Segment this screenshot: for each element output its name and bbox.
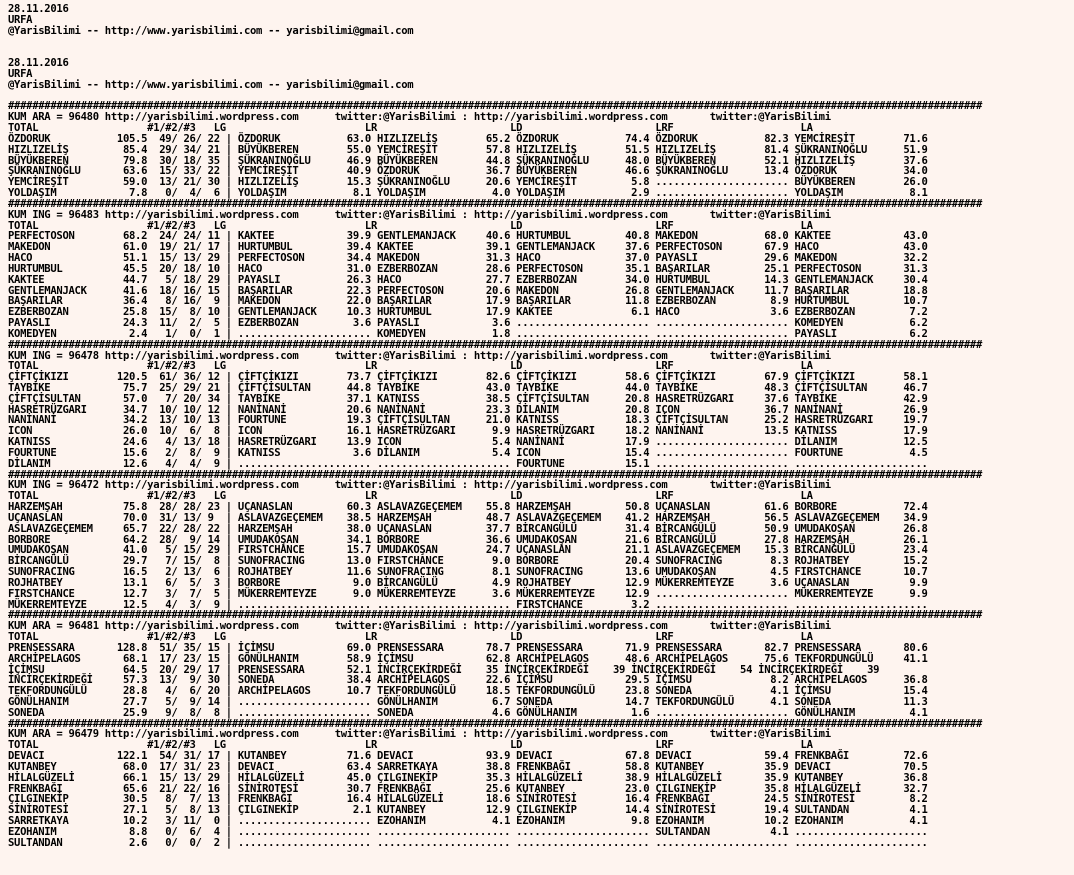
column-header-row: TOTAL #1/#2/#3 LG LR LD LRF LA bbox=[8, 739, 813, 752]
result-row: KAKTEE 44.7 5/ 18/ 29 | PAYASLI 26.3 HACO 27.7 EZBERBOZAN 34.0 HURTUMBUL 14.3 GENTLEMANJACK 30.4 bbox=[8, 273, 928, 286]
result-row: ÇİFTÇİKIZI 120.5 61/ 36/ 12 | ÇİFTÇİKIZI 73.7 ÇİFTÇİKIZI 82.6 ÇİFTÇİKIZI 58.6 ÇİFTÇİKIZI 67.9 ÇİFTÇİKIZI 58.1 bbox=[8, 371, 928, 384]
result-row: SONEDA 25.9 9/ 8/ 8 | ...................... SONEDA 4.6 GÖNÜLHANIM 1.6 ...................... GÖNÜLHANIM 4.1 bbox=[8, 706, 928, 719]
result-row: FIRSTCHANCE 12.7 3/ 7/ 5 | MÜKERREMTEYZE 9.0 MÜKERREMTEYZE 3.6 MÜKERREMTEYZE 12.9 ...................... MÜKERREMTEYZE 9.9 bbox=[8, 587, 928, 600]
column-header-row: TOTAL #1/#2/#3 LG LR LD LRF LA bbox=[8, 631, 813, 644]
result-row: BİRCANGÜLÜ 29.7 7/ 15/ 8 | SUNOFRACING 13.0 FIRSTCHANCE 9.0 BORBORE 20.4 SUNOFRACING 8.3 ROJHATBEY 15.2 bbox=[8, 555, 928, 568]
result-row: DİLANIM 12.6 4/ 4/ 9 | ...................... ...................... FOURTUNE 15.1 ...................... ...................... bbox=[8, 457, 928, 470]
result-row: KOMEDYEN 2.4 1/ 0/ 1 | ...................... KOMEDYEN 1.8 ...................... ...................... PAYASLI 6.2 bbox=[8, 327, 928, 340]
result-row: HASRETRÜZGARI 34.7 10/ 10/ 12 | NANİNANİ 20.6 NANİNANİ 23.3 DİLANIM 20.8 ICON 36.7 NANİNANİ 26.9 bbox=[8, 403, 928, 416]
result-row: FOURTUNE 15.6 2/ 8/ 9 | KATNISS 3.6 DİLANIM 5.4 ICON 15.4 ...................... FOURTUNE 4.5 bbox=[8, 446, 928, 459]
section-separator: ################################################################################################################################################################# bbox=[8, 609, 983, 622]
race-header: KUM ING = 96478 http://yarisbilimi.wordpress.com twitter:@YarisBilimi : http://yarisbilimi.wordpress.com twitter:@YarisBilimi bbox=[8, 349, 831, 362]
race-header: KUM ING = 96483 http://yarisbilimi.wordpress.com twitter:@YarisBilimi : http://yarisbilimi.wordpress.com twitter:@YarisBilimi bbox=[8, 208, 831, 221]
result-row: EZOHANIM 8.8 0/ 6/ 4 | ...................... ...................... ...................... SULTANDAN 4.1 ...................... bbox=[8, 825, 928, 838]
result-row: UMUDAKOŞAN 41.0 5/ 15/ 29 | FIRSTCHANCE 15.7 UMUDAKOŞAN 24.7 UÇANASLAN 21.1 ASLAVAZGEÇEMEM 15.3 BİRCANGÜLÜ 23.4 bbox=[8, 544, 928, 557]
result-row: TEKFORDUNGÜLÜ 28.8 4/ 6/ 20 | ARCHİPELAGOS 10.7 TEKFORDUNGÜLÜ 18.5 TEKFORDUNGÜLÜ 23.8 SONEDA 4.1 İÇİMSU 15.4 bbox=[8, 685, 928, 698]
result-row: UÇANASLAN 70.0 31/ 13/ 9 | ASLAVAZGEÇEMEM 38.5 HARZEMŞAH 48.7 ASLAVAZGEÇEMEM 41.2 HARZEMŞAH 56.5 ASLAVAZGEÇEMEM 34.9 bbox=[8, 511, 928, 524]
section-separator: ################################################################################################################################################################# bbox=[8, 717, 983, 730]
result-row: SİNİROTESİ 27.1 5/ 8/ 13 | ÇILGINEKİP 2.1 KUTANBEY 12.9 ÇILGINEKİP 14.4 SİNİROTESİ 19.4 SULTANDAN 4.1 bbox=[8, 804, 928, 817]
result-row: FRENKBAĞI 65.6 21/ 22/ 16 | SİNİROTESİ 30.7 FRENKBAĞI 25.6 KUTANBEY 23.0 ÇILGINEKİP 35.8 HİLALGÜZELİ 32.7 bbox=[8, 782, 928, 795]
result-row: SULTANDAN 2.6 0/ 0/ 2 | ...................... ...................... ...................... ...................... ...................... bbox=[8, 836, 928, 849]
column-header-row: TOTAL #1/#2/#3 LG LR LD LRF LA bbox=[8, 360, 813, 373]
column-header-row: TOTAL #1/#2/#3 LG LR LD LRF LA bbox=[8, 122, 813, 135]
result-row: ASLAVAZGEÇEMEM 65.7 22/ 28/ 22 | HARZEMŞAH 38.0 UÇANASLAN 37.7 BİRCANGÜLÜ 31.4 BİRCANGÜLÜ 50.9 UMUDAKOŞAN 26.8 bbox=[8, 522, 928, 535]
text-line: URFA bbox=[8, 13, 33, 26]
result-row: YEMCİREŞİT 59.0 13/ 21/ 30 | HIZLIZELİŞ 15.3 ŞÜKRANINOĞLU 20.6 YEMCİREŞİT 5.8 ...................... BÜYÜKBEREN 26.0 bbox=[8, 176, 928, 189]
result-row: HURTUMBUL 45.5 20/ 18/ 10 | HACO 31.0 EZBERBOZAN 28.6 PERFECTOSON 35.1 BAŞARILAR 25.1 PERFECTOSON 31.3 bbox=[8, 262, 928, 275]
text-line: 28.11.2016 bbox=[8, 57, 69, 70]
result-row: İÇİMSU 64.5 20/ 29/ 17 | PRENSESSARA 52.1 İNCİRÇEKİRDEĞİ 35 İNCİRÇEKİRDEĞİ 39 İNCİRÇEKİRDEĞİ 54 İNCİRÇEKİRDEĞİ 39 bbox=[8, 663, 880, 676]
result-row: BÜYÜKBEREN 79.8 30/ 18/ 35 | ŞÜKRANINOĞLU 46.9 BÜYÜKBEREN 44.8 ŞÜKRANINOĞLU 48.0 BÜYÜKBEREN 52.1 HIZLIZELİŞ 37.6 bbox=[8, 154, 928, 167]
section-separator: ################################################################################################################################################################# bbox=[8, 197, 983, 210]
result-row: YOLDAŞIM 7.8 0/ 4/ 6 | YOLDAŞIM 8.1 YOLDAŞIM 4.0 YOLDAŞIM 2.9 ...................... YOLDAŞIM 8.1 bbox=[8, 187, 928, 200]
race-header: KUM ARA = 96481 http://yarisbilimi.wordpress.com twitter:@YarisBilimi : http://yarisbilimi.wordpress.com twitter:@YarisBilimi bbox=[8, 620, 831, 633]
result-row: BORBORE 64.2 28/ 9/ 14 | UMUDAKOŞAN 34.1 BORBORE 36.6 UMUDAKOŞAN 21.6 BİRCANGÜLÜ 27.8 HARZEMŞAH 26.1 bbox=[8, 533, 928, 546]
result-row: KUTANBEY 68.0 17/ 31/ 23 | DEVACI 63.4 SARRETKAYA 38.8 FRENKBAĞI 58.8 KUTANBEY 35.9 DEVACI 70.5 bbox=[8, 760, 928, 773]
section-separator: ################################################################################################################################################################# bbox=[8, 468, 983, 481]
blank-line bbox=[8, 36, 1074, 47]
result-row: PAYASLI 24.3 11/ 2/ 5 | EZBERBOZAN 3.6 PAYASLI 3.6 ...................... ...................... KOMEDYEN 6.2 bbox=[8, 317, 928, 330]
result-row: HİLALGÜZELİ 66.1 15/ 13/ 29 | HİLALGÜZELİ 45.0 ÇILGINEKİP 35.3 HİLALGÜZELİ 38.9 HİLALGÜZELİ 35.9 KUTANBEY 36.8 bbox=[8, 771, 928, 784]
section-separator: ################################################################################################################################################################# bbox=[8, 100, 983, 113]
result-row: ŞÜKRANINOĞLU 63.6 15/ 33/ 22 | YEMCİREŞİT 40.9 ÖZDORUK 36.7 BÜYÜKBEREN 46.6 ŞÜKRANINOĞLU 13.4 ÖZDORUK 34.0 bbox=[8, 165, 928, 178]
result-row: ÇİFTÇİSULTAN 57.0 7/ 20/ 34 | TAYBİKE 37.1 KATNISS 38.5 ÇİFTÇİSULTAN 20.8 HASRETRÜZGARI 37.6 TAYBİKE 42.9 bbox=[8, 392, 928, 405]
result-row: MÜKERREMTEYZE 12.5 4/ 3/ 9 | ...................... ...................... FIRSTCHANCE 3.2 ...................... ...................... bbox=[8, 598, 928, 611]
race-header: KUM ING = 96472 http://yarisbilimi.wordpress.com twitter:@YarisBilimi : http://yarisbilimi.wordpress.com twitter:@YarisBilimi bbox=[8, 479, 831, 492]
result-row: GENTLEMANJACK 41.6 18/ 16/ 15 | BAŞARILAR 22.3 PERFECTOSON 20.6 MAKEDON 26.8 GENTLEMANJACK 11.7 BAŞARILAR 18.8 bbox=[8, 284, 928, 297]
column-header-row: TOTAL #1/#2/#3 LG LR LD LRF LA bbox=[8, 219, 813, 232]
result-row: ROJHATBEY 13.1 6/ 5/ 3 | BORBORE 9.0 BİRCANGÜLÜ 4.9 ROJHATBEY 12.9 MÜKERREMTEYZE 3.6 UÇANASLAN 9.9 bbox=[8, 576, 928, 589]
result-row: MAKEDON 61.0 19/ 21/ 17 | HURTUMBUL 39.4 KAKTEE 39.1 GENTLEMANJACK 37.6 PERFECTOSON 67.9 HACO 43.0 bbox=[8, 241, 928, 254]
column-header-row: TOTAL #1/#2/#3 LG LR LD LRF LA bbox=[8, 490, 813, 503]
text-line: 28.11.2016 bbox=[8, 3, 69, 15]
result-row: HARZEMŞAH 75.8 28/ 28/ 23 | UÇANASLAN 60.3 ASLAVAZGEÇEMEM 55.8 HARZEMŞAH 50.8 UÇANASLAN 61.6 BORBORE 72.4 bbox=[8, 501, 928, 514]
result-row: GÖNÜLHANIM 27.7 5/ 9/ 14 | ...................... GÖNÜLHANIM 6.7 SONEDA 14.7 TEKFORDUNGÜLÜ 4.1 SONEDA 11.3 bbox=[8, 696, 928, 708]
result-row: İNCİRÇEKİRDEĞİ 57.3 13/ 9/ 30 | SONEDA 38.4 ARCHİPELAGOS 22.6 İÇİMSU 29.5 İÇİMSU 8.2 ARCHİPELAGOS 36.8 bbox=[8, 674, 928, 687]
result-row: EZBERBOZAN 25.8 15/ 8/ 10 | GENTLEMANJACK 10.3 HURTUMBUL 17.9 KAKTEE 6.1 HACO 3.6 EZBERBOZAN 7.2 bbox=[8, 306, 928, 319]
result-row: HIZLIZELİŞ 85.4 29/ 34/ 21 | BÜYÜKBEREN 55.0 YEMCİREŞİT 57.8 HIZLIZELİŞ 51.5 HIZLIZELİŞ 81.4 ŞÜKRANINOĞLU 51.9 bbox=[8, 143, 928, 156]
section-separator: ################################################################################################################################################################# bbox=[8, 338, 983, 351]
result-row: ICON 26.0 10/ 6/ 8 | ICON 16.1 HASRETRÜZGARI 9.9 HASRETRÜZGARI 18.2 NANİNANİ 13.5 KATNISS 17.9 bbox=[8, 425, 928, 438]
result-row: BAŞARILAR 36.4 8/ 16/ 9 | MAKEDON 22.0 BAŞARILAR 17.9 BAŞARILAR 11.8 EZBERBOZAN 8.9 HURTUMBUL 10.7 bbox=[8, 295, 928, 308]
result-row: TAYBİKE 75.7 25/ 29/ 21 | ÇİFTÇİSULTAN 44.8 TAYBİKE 43.0 TAYBİKE 44.0 TAYBİKE 48.3 ÇİFTÇİSULTAN 46.7 bbox=[8, 381, 928, 394]
result-row: NANİNANİ 34.2 13/ 10/ 13 | FOURTUNE 19.3 ÇİFTÇİSULTAN 21.0 KATNISS 18.3 ÇİFTÇİSULTAN 25.2 HASRETRÜZGARI 19.7 bbox=[8, 414, 928, 427]
result-row: PERFECTOSON 68.2 24/ 24/ 11 | KAKTEE 39.9 GENTLEMANJACK 40.6 HURTUMBUL 40.8 MAKEDON 68.0 KAKTEE 43.0 bbox=[8, 230, 928, 243]
result-row: KATNISS 24.6 4/ 13/ 18 | HASRETRÜZGARI 13.9 ICON 5.4 NANİNANİ 17.9 ...................... DİLANIM 12.5 bbox=[8, 436, 928, 449]
result-row: SARRETKAYA 10.2 3/ 11/ 0 | ...................... EZOHANIM 4.1 EZOHANIM 9.8 EZOHANIM 10.2 EZOHANIM 4.1 bbox=[8, 815, 928, 828]
race-header: KUM ARA = 96480 http://yarisbilimi.wordpress.com twitter:@YarisBilimi : http://yarisbilimi.wordpress.com twitter:@YarisBilimi bbox=[8, 111, 831, 124]
text-line: @YarisBilimi -- http://www.yarisbilimi.com -- yarisbilimi@gmail.com bbox=[8, 24, 414, 37]
result-row: ÇILGINEKİP 30.5 8/ 7/ 13 | FRENKBAĞI 16.4 HİLALGÜZELİ 18.6 SİNİROTESİ 16.4 FRENKBAĞI 24.5 SİNİROTESİ 8.2 bbox=[8, 793, 928, 806]
race-header: KUM ARA = 96479 http://yarisbilimi.wordpress.com twitter:@YarisBilimi : http://yarisbilimi.wordpress.com twitter:@YarisBilimi bbox=[8, 728, 831, 741]
result-row: DEVACI 122.1 54/ 31/ 17 | KUTANBEY 71.6 DEVACI 93.9 DEVACI 67.8 DEVACI 59.4 FRENKBAĞI 72.6 bbox=[8, 750, 928, 763]
text-line: @YarisBilimi -- http://www.yarisbilimi.com -- yarisbilimi@gmail.com bbox=[8, 78, 414, 91]
result-row: ARCHİPELAGOS 68.1 17/ 23/ 15 | GÖNÜLHANIM 58.9 İÇİMSU 62.8 ARCHİPELAGOS 48.6 ARCHİPELAGOS 75.6 TEKFORDUNGÜLÜ 41.1 bbox=[8, 652, 928, 665]
result-row: PRENSESSARA 128.8 51/ 35/ 15 | İÇİMSU 69.0 PRENSESSARA 78.7 PRENSESSARA 71.9 PRENSESSARA 82.7 PRENSESSARA 80.6 bbox=[8, 641, 928, 654]
result-row: ÖZDORUK 105.5 49/ 26/ 22 | ÖZDORUK 63.0 HIZLIZELİŞ 65.2 ÖZDORUK 74.4 ÖZDORUK 82.3 YEMCİREŞİT 71.6 bbox=[8, 132, 928, 145]
text-line: URFA bbox=[8, 67, 33, 80]
blank-line bbox=[8, 47, 1074, 58]
result-row: SUNOFRACING 16.5 2/ 13/ 6 | ROJHATBEY 11.6 SUNOFRACING 8.1 SUNOFRACING 13.6 UMUDAKOŞAN 4.5 FIRSTCHANCE 10.7 bbox=[8, 566, 928, 579]
result-row: HACO 51.1 15/ 13/ 29 | PERFECTOSON 34.4 MAKEDON 31.3 HACO 37.0 PAYASLI 29.6 MAKEDON 32.2 bbox=[8, 252, 928, 265]
